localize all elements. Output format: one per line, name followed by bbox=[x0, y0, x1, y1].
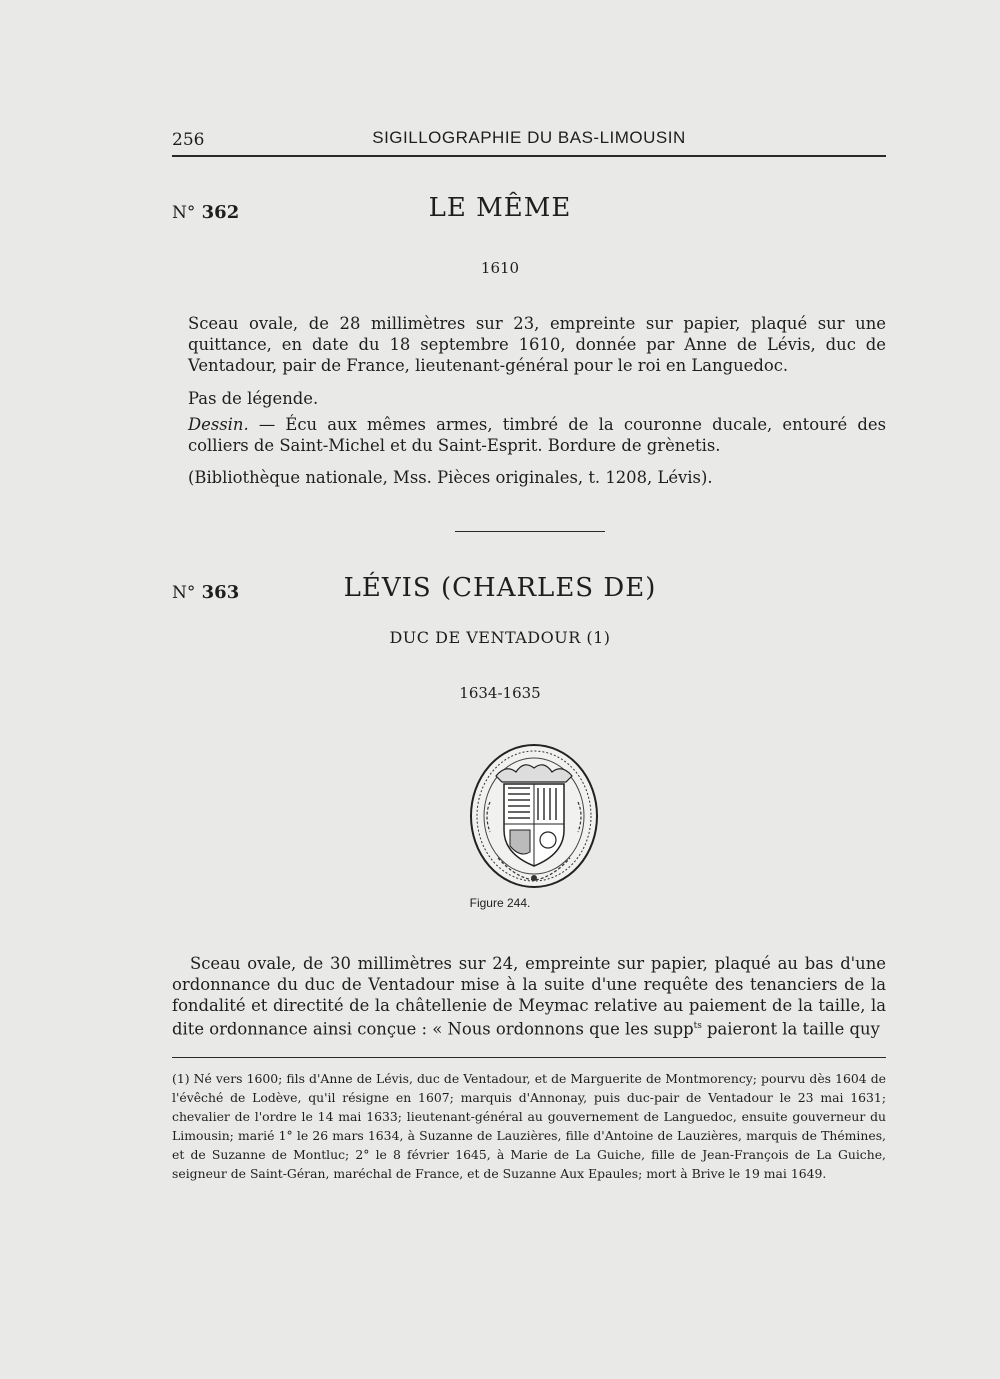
section-separator bbox=[455, 531, 605, 532]
dessin-label: Dessin. bbox=[188, 415, 249, 434]
entry-number-prefix: N° bbox=[172, 203, 196, 223]
entry-number-value: 362 bbox=[201, 202, 240, 223]
entry-date-362: 1610 bbox=[480, 259, 520, 277]
dessin-text: — Écu aux mêmes armes, timbré de la couronne ducale, entouré des colliers de Saint-Michel et du Saint-Esprit. Bordure de grènetis. bbox=[188, 415, 886, 455]
source-citation-362: (Bibliothèque nationale, Mss. Pièces originales, t. 1208, Lévis). bbox=[188, 468, 713, 487]
entry-title-362: LE MÊME bbox=[428, 193, 572, 223]
description-main: Sceau ovale, de 30 millimètres sur 24, empreinte sur papier, plaqué au bas d'une ordonnance du duc de Ventadour mise à la suite d'une requête des tenanciers de la fondalité et directité de la châtellenie de Meymac relative au paiement de la taille, la dite ordonnance ainsi conçue : « Nous ordonnons que les supp bbox=[172, 954, 886, 1039]
description-superscript: ts bbox=[693, 1021, 702, 1031]
dessin-paragraph-362 bbox=[188, 414, 886, 456]
footnote-rule bbox=[172, 1057, 886, 1058]
legend-note-362: Pas de légende. bbox=[188, 389, 319, 408]
page-number: 256 bbox=[172, 130, 205, 150]
seal-illustration bbox=[468, 742, 600, 890]
description-end: paieront la taille quy bbox=[701, 1019, 880, 1039]
entry-title-363: LÉVIS (CHARLES DE) bbox=[343, 573, 657, 603]
figure-caption: Figure 244. bbox=[469, 896, 531, 910]
seal-description-362: Sceau ovale, de 28 millimètres sur 23, empreinte sur papier, plaqué sur une quittance, en date du 18 septembre 1610, donnée par Anne de Lévis, duc de Ventadour, pair de France, lieutenant-général pour le roi en Languedoc. bbox=[188, 314, 886, 375]
footnote-1: (1) Né vers 1600; fils d'Anne de Lévis, duc de Ventadour, et de Marguerite de Montmorency; pourvu dès 1604 de l'évêché de Lodève, qu'il résigne en 1607; marquis d'Annonay, puis duc-pair de Ventadour le 23 mai 1631; chevalier de l'ordre le 14 mai 1633; lieutenant-général au gouvernement de Languedoc, ensuite gouverneur du Limousin; marié 1° le 26 mars 1634, à Suzanne de Lauzières, fille d'Antoine de Lauzières, marquis de Thémines, et de Suzanne de Montluc; 2° le 8 février 1645, à Marie de La Guiche, fille de Jean-François de La Guiche, seigneur de Saint-Géran, maréchal de France, et de Suzanne Aux Epaules; mort à Brive le 19 mai 1649. bbox=[172, 1071, 886, 1181]
entry-number-prefix: N° bbox=[172, 583, 196, 603]
running-head bbox=[172, 128, 886, 156]
seal-description-363 bbox=[172, 953, 886, 1039]
running-title: SIGILLOGRAPHIE DU BAS-LIMOUSIN bbox=[372, 128, 686, 147]
entry-number-value: 363 bbox=[201, 582, 240, 603]
entry-date-363: 1634-1635 bbox=[459, 684, 541, 702]
entry-subtitle-363: DUC DE VENTADOUR (1) bbox=[389, 628, 611, 647]
header-rule bbox=[172, 155, 886, 157]
